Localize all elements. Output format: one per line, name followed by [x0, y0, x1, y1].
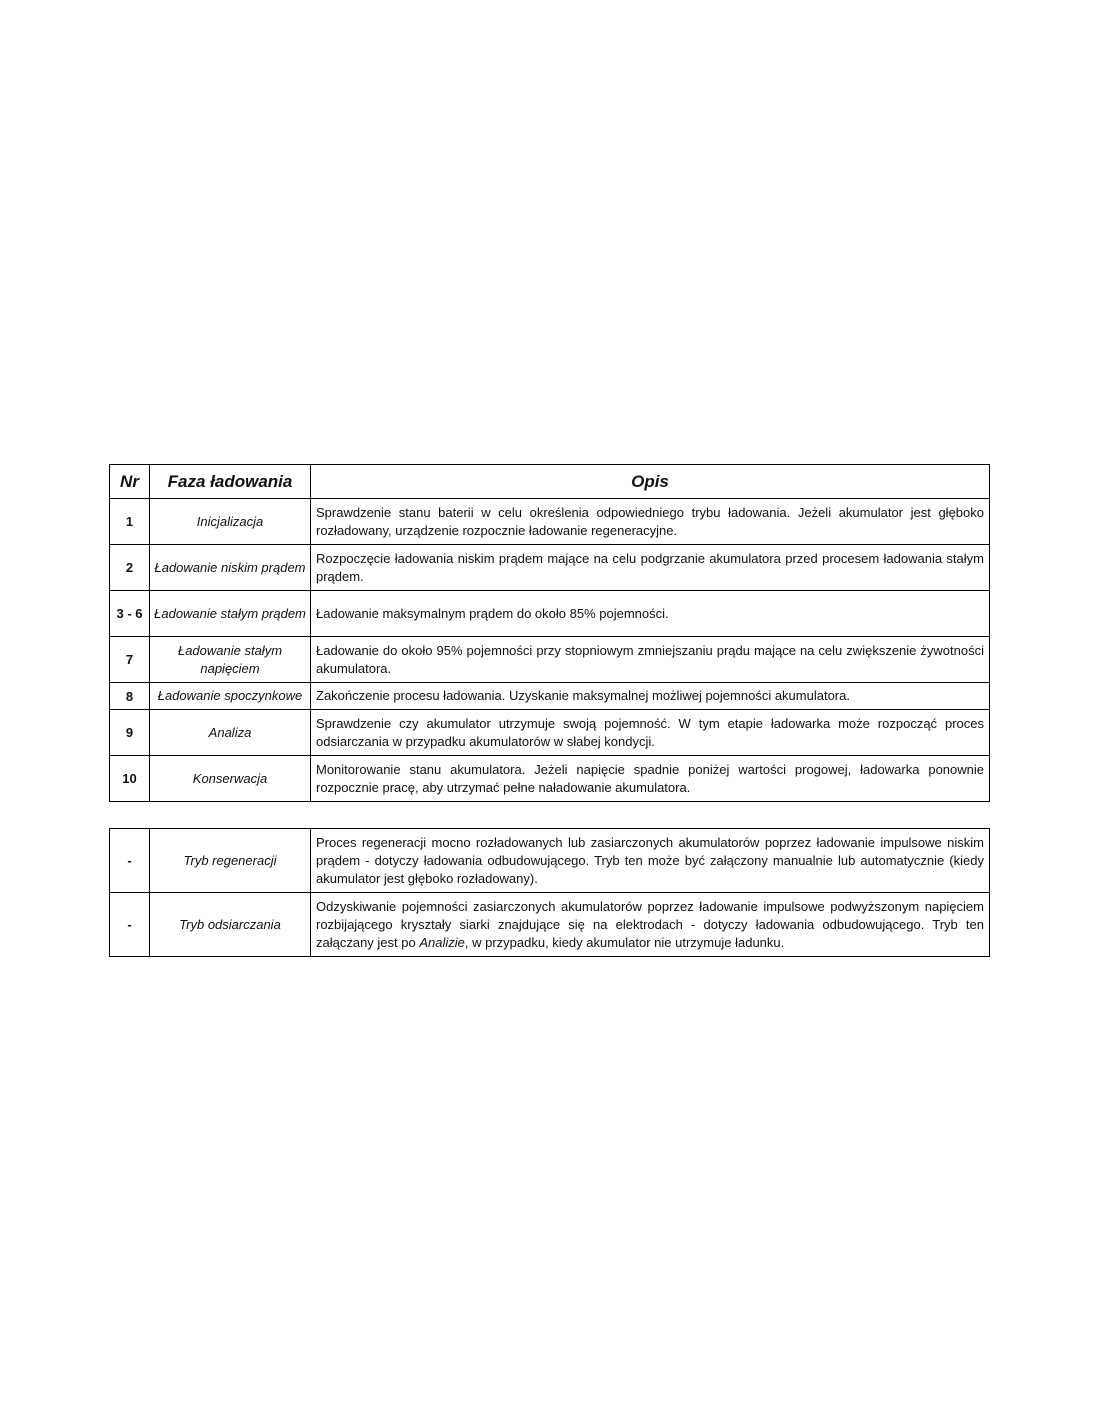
row-phase: Ładowanie stałym prądem	[150, 591, 311, 637]
row-nr: 9	[110, 710, 150, 756]
row-nr: -	[110, 829, 150, 893]
charging-phases-table	[109, 464, 990, 802]
row-description: Ładowanie do około 95% pojemności przy stopniowym zmniejszaniu prądu mające na celu zwiększenie żywotności akumulatora.	[311, 637, 990, 683]
row-phase: Analiza	[150, 710, 311, 756]
row-phase: Ładowanie stałym napięciem	[150, 637, 311, 683]
row-description: Rozpoczęcie ładowania niskim prądem mające na celu podgrzanie akumulatora przed procesem ładowania stałym prądem.	[311, 545, 990, 591]
description-text: , w przypadku, kiedy akumulator nie utrzymuje ładunku.	[464, 934, 785, 950]
row-description: Zakończenie procesu ładowania. Uzyskanie maksymalnej możliwej pojemności akumulatora.	[311, 683, 990, 710]
table-row	[110, 829, 990, 893]
row-nr: 7	[110, 637, 150, 683]
table-header-row	[110, 465, 990, 499]
row-nr: -	[110, 893, 150, 957]
row-phase: Tryb odsiarczania	[150, 893, 311, 957]
row-description: Monitorowanie stanu akumulatora. Jeżeli napięcie spadnie poniżej wartości progowej, ładowarka ponownie rozpocznie pracę, aby utrzymać pełne naładowanie akumulatora.	[311, 756, 990, 802]
table-row	[110, 545, 990, 591]
table-row	[110, 499, 990, 545]
row-nr: 10	[110, 756, 150, 802]
row-nr: 3 - 6	[110, 591, 150, 637]
row-phase: Tryb regeneracji	[150, 829, 311, 893]
row-description: Sprawdzenie czy akumulator utrzymuje swoją pojemność. W tym etapie ładowarka może rozpocząć proces odsiarczania w przypadku akumulatorów w słabej kondycji.	[311, 710, 990, 756]
row-nr: 1	[110, 499, 150, 545]
table-row	[110, 637, 990, 683]
header-phase: Faza ładowania	[150, 465, 311, 499]
row-phase: Ładowanie spoczynkowe	[150, 683, 311, 710]
description-emphasis: Analizie	[419, 934, 465, 950]
header-description: Opis	[311, 465, 990, 499]
row-phase: Inicjalizacja	[150, 499, 311, 545]
row-nr: 2	[110, 545, 150, 591]
row-phase: Ładowanie niskim prądem	[150, 545, 311, 591]
table-row	[110, 756, 990, 802]
row-description	[311, 893, 990, 957]
row-description: Proces regeneracji mocno rozładowanych lub zasiarczonych akumulatorów poprzez ładowanie impulsowe niskim prądem - dotyczy ładowania odbudowującego. Tryb ten może być załączony manualnie lub automatycznie (kiedy akumulator jest głęboko rozładowany).	[311, 829, 990, 893]
row-nr: 8	[110, 683, 150, 710]
header-nr: Nr	[110, 465, 150, 499]
table-row	[110, 893, 990, 957]
description-text: Odzyskiwanie pojemności zasiarczonych akumulatorów poprzez ładowanie impulsowe podwyższonym napięciem rozbijającego kryształy siarki znajdujące się na elektrodach - dotyczy ładowania odbudowującego. Tryb ten załączany jest po	[316, 898, 984, 950]
row-description: Sprawdzenie stanu baterii w celu określenia odpowiedniego trybu ładowania. Jeżeli akumulator jest głęboko rozładowany, urządzenie rozpocznie ładowanie regeneracyjne.	[311, 499, 990, 545]
row-phase: Konserwacja	[150, 756, 311, 802]
table-row	[110, 591, 990, 637]
row-description: Ładowanie maksymalnym prądem do około 85% pojemności.	[311, 591, 990, 637]
charging-modes-table	[109, 828, 990, 957]
table-row	[110, 683, 990, 710]
table-row	[110, 710, 990, 756]
